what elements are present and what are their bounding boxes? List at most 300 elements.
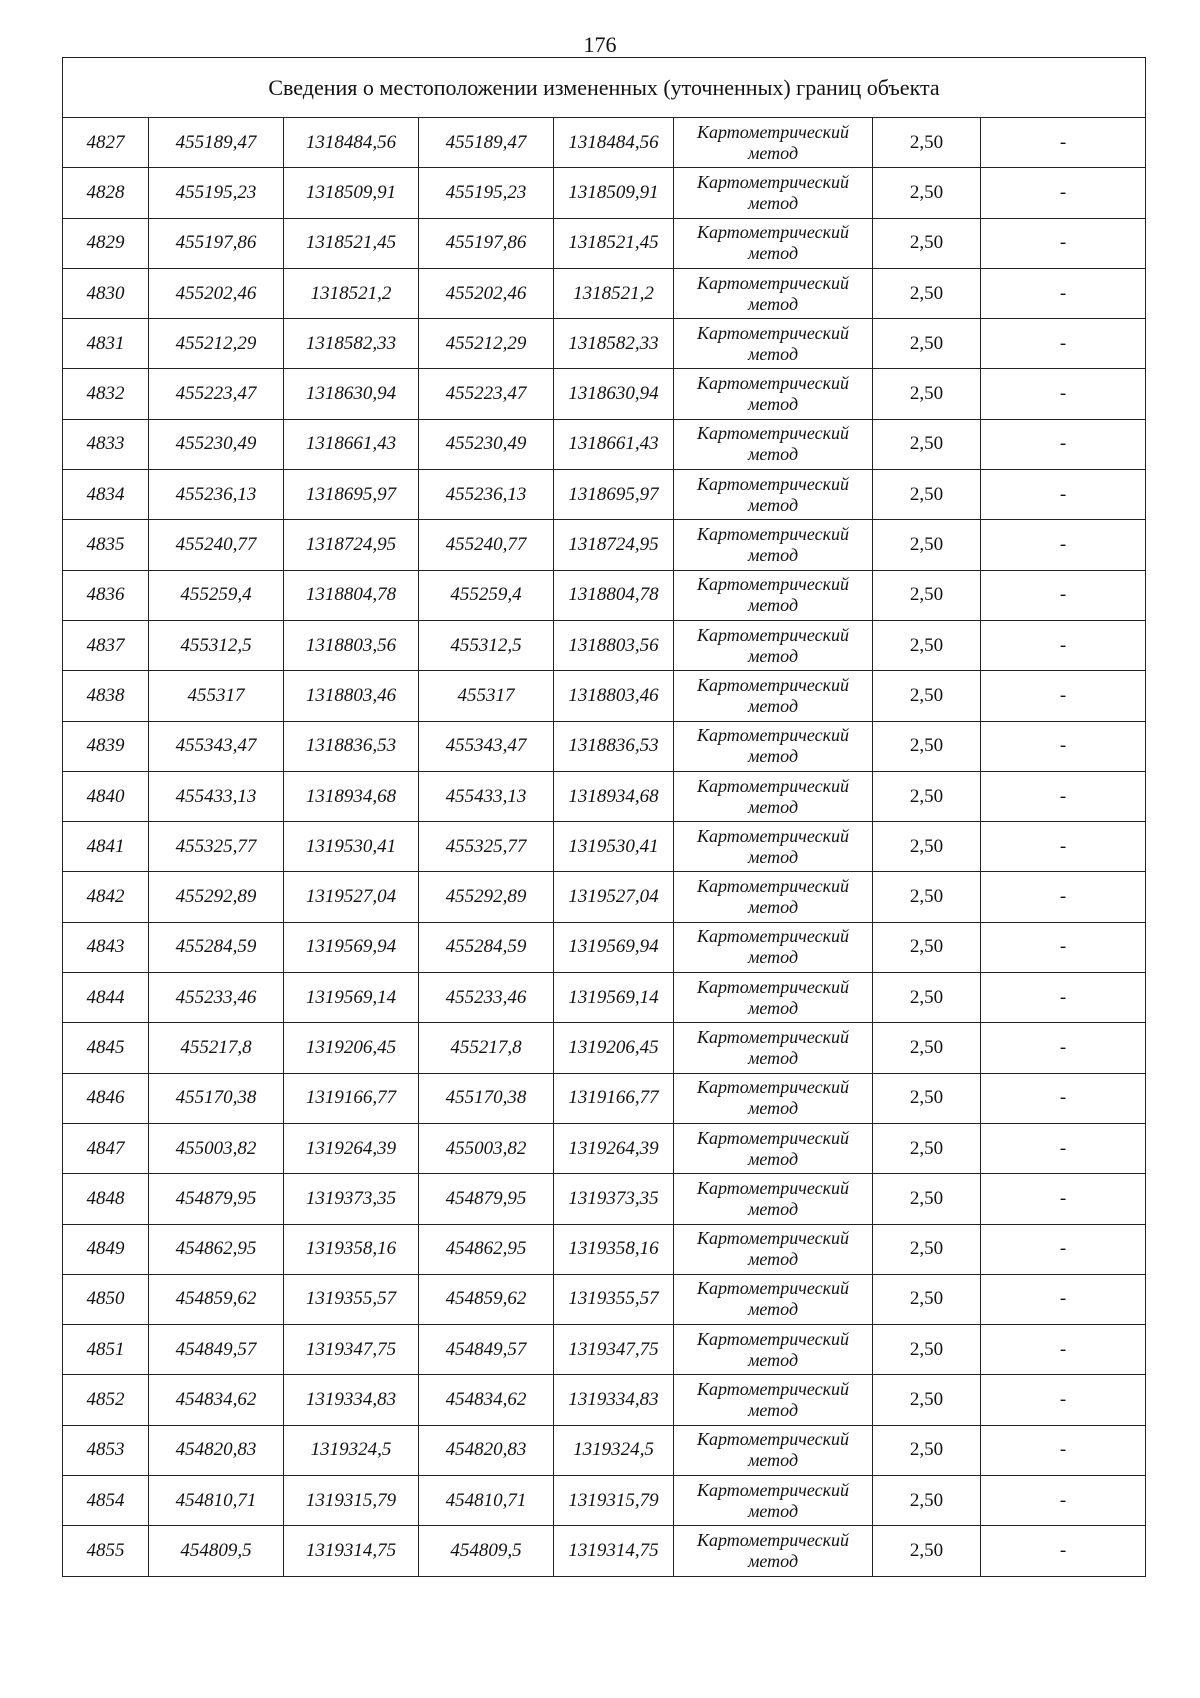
existing-y-cell: 1319264,39	[284, 1123, 419, 1173]
point-number-cell: 4831	[63, 319, 149, 369]
refined-x-cell: 455170,38	[419, 1073, 554, 1123]
existing-y-cell: 1319569,94	[284, 922, 419, 972]
method-text: метод	[747, 494, 799, 515]
method-text: Картометрический	[696, 1177, 849, 1198]
point-number-cell: 4850	[63, 1274, 149, 1324]
refined-y-cell: 1319527,04	[554, 872, 674, 922]
note-cell: -	[981, 118, 1146, 168]
existing-y-cell: 1318724,95	[284, 520, 419, 570]
existing-x-cell: 455223,47	[149, 369, 284, 419]
existing-y-cell: 1319530,41	[284, 822, 419, 872]
method-cell	[674, 771, 873, 821]
accuracy-cell: 2,50	[873, 1325, 981, 1375]
existing-y-cell: 1318630,94	[284, 369, 419, 419]
accuracy-cell: 2,50	[873, 268, 981, 318]
refined-x-cell: 455202,46	[419, 268, 554, 318]
method-text: метод	[747, 997, 799, 1018]
refined-y-cell: 1319315,79	[554, 1476, 674, 1526]
table-row	[63, 1023, 1146, 1073]
existing-y-cell: 1319206,45	[284, 1023, 419, 1073]
note-cell: -	[981, 1526, 1146, 1576]
point-number-cell: 4838	[63, 671, 149, 721]
method-cell	[674, 268, 873, 318]
note-cell: -	[981, 1274, 1146, 1324]
refined-y-cell: 1319347,75	[554, 1325, 674, 1375]
existing-x-cell: 454879,95	[149, 1174, 284, 1224]
existing-x-cell: 455212,29	[149, 319, 284, 369]
method-text: Картометрический	[696, 1429, 849, 1450]
refined-y-cell: 1319373,35	[554, 1174, 674, 1224]
accuracy-cell: 2,50	[873, 419, 981, 469]
refined-y-cell: 1318630,94	[554, 369, 674, 419]
table-row	[63, 1174, 1146, 1224]
page-number: 176	[583, 32, 617, 57]
method-text: метод	[747, 796, 799, 817]
method-text: метод	[747, 1349, 799, 1370]
existing-y-cell: 1319315,79	[284, 1476, 419, 1526]
refined-y-cell: 1318509,91	[554, 168, 674, 218]
method-cell	[674, 118, 873, 168]
method-text: метод	[747, 595, 799, 616]
existing-y-cell: 1318695,97	[284, 470, 419, 520]
method-text: Картометрический	[696, 1127, 849, 1148]
accuracy-cell: 2,50	[873, 1476, 981, 1526]
method-cell	[674, 1476, 873, 1526]
note-cell: -	[981, 771, 1146, 821]
accuracy-cell: 2,50	[873, 1073, 981, 1123]
refined-x-cell: 454820,83	[419, 1425, 554, 1475]
existing-y-cell: 1319355,57	[284, 1274, 419, 1324]
refined-y-cell: 1318934,68	[554, 771, 674, 821]
note-cell: -	[981, 218, 1146, 268]
table-row	[63, 369, 1146, 419]
method-text: Картометрический	[696, 322, 849, 343]
existing-x-cell: 454810,71	[149, 1476, 284, 1526]
existing-y-cell: 1318484,56	[284, 118, 419, 168]
method-text: Картометрический	[696, 373, 849, 394]
method-text: метод	[747, 343, 799, 364]
refined-y-cell: 1319569,94	[554, 922, 674, 972]
table-row	[63, 1325, 1146, 1375]
note-cell: -	[981, 470, 1146, 520]
existing-x-cell: 454862,95	[149, 1224, 284, 1274]
method-text: Картометрический	[696, 574, 849, 595]
refined-y-cell: 1318661,43	[554, 419, 674, 469]
refined-y-cell: 1319166,77	[554, 1073, 674, 1123]
refined-x-cell: 455223,47	[419, 369, 554, 419]
existing-x-cell: 454834,62	[149, 1375, 284, 1425]
table-row	[63, 218, 1146, 268]
point-number-cell: 4832	[63, 369, 149, 419]
refined-x-cell: 454810,71	[419, 1476, 554, 1526]
method-text: Картометрический	[696, 976, 849, 997]
note-cell: -	[981, 369, 1146, 419]
existing-y-cell: 1318521,45	[284, 218, 419, 268]
method-cell	[674, 1325, 873, 1375]
method-text: метод	[747, 545, 799, 566]
existing-y-cell: 1319373,35	[284, 1174, 419, 1224]
table-row	[63, 319, 1146, 369]
note-cell: -	[981, 822, 1146, 872]
existing-x-cell: 455325,77	[149, 822, 284, 872]
accuracy-cell: 2,50	[873, 973, 981, 1023]
existing-y-cell: 1318804,78	[284, 570, 419, 620]
accuracy-cell: 2,50	[873, 118, 981, 168]
existing-x-cell: 455317	[149, 671, 284, 721]
note-cell: -	[981, 1123, 1146, 1173]
table-row	[63, 118, 1146, 168]
existing-y-cell: 1319334,83	[284, 1375, 419, 1425]
table-row	[63, 771, 1146, 821]
existing-x-cell: 455343,47	[149, 721, 284, 771]
method-cell	[674, 168, 873, 218]
method-text: метод	[747, 947, 799, 968]
point-number-cell: 4854	[63, 1476, 149, 1526]
existing-x-cell: 455170,38	[149, 1073, 284, 1123]
method-text: метод	[747, 1450, 799, 1471]
point-number-cell: 4839	[63, 721, 149, 771]
note-cell: -	[981, 319, 1146, 369]
refined-y-cell: 1319206,45	[554, 1023, 674, 1073]
refined-x-cell: 455197,86	[419, 218, 554, 268]
table-row	[63, 168, 1146, 218]
note-cell: -	[981, 570, 1146, 620]
refined-x-cell: 455433,13	[419, 771, 554, 821]
method-text: Картометрический	[696, 1077, 849, 1098]
refined-y-cell: 1319334,83	[554, 1375, 674, 1425]
existing-x-cell: 455292,89	[149, 872, 284, 922]
refined-x-cell: 455212,29	[419, 319, 554, 369]
method-text: Картометрический	[696, 272, 849, 293]
method-text: метод	[747, 1047, 799, 1068]
method-cell	[674, 822, 873, 872]
accuracy-cell: 2,50	[873, 1224, 981, 1274]
method-text: метод	[747, 1550, 799, 1571]
note-cell: -	[981, 1224, 1146, 1274]
refined-x-cell: 455284,59	[419, 922, 554, 972]
table-row	[63, 872, 1146, 922]
method-cell	[674, 218, 873, 268]
existing-y-cell: 1318836,53	[284, 721, 419, 771]
method-cell	[674, 721, 873, 771]
point-number-cell: 4843	[63, 922, 149, 972]
refined-y-cell: 1318803,56	[554, 620, 674, 670]
point-number-cell: 4834	[63, 470, 149, 520]
refined-x-cell: 455230,49	[419, 419, 554, 469]
refined-y-cell: 1318836,53	[554, 721, 674, 771]
method-text: Картометрический	[696, 1278, 849, 1299]
method-cell	[674, 369, 873, 419]
point-number-cell: 4841	[63, 822, 149, 872]
existing-x-cell: 455312,5	[149, 620, 284, 670]
accuracy-cell: 2,50	[873, 922, 981, 972]
refined-x-cell: 454879,95	[419, 1174, 554, 1224]
method-text: Картометрический	[696, 926, 849, 947]
point-number-cell: 4852	[63, 1375, 149, 1425]
refined-x-cell: 454834,62	[419, 1375, 554, 1425]
point-number-cell: 4833	[63, 419, 149, 469]
method-cell	[674, 1174, 873, 1224]
method-text: Картометрический	[696, 725, 849, 746]
point-number-cell: 4829	[63, 218, 149, 268]
method-text: Картометрический	[696, 825, 849, 846]
method-text: метод	[747, 1299, 799, 1320]
refined-y-cell: 1318484,56	[554, 118, 674, 168]
note-cell: -	[981, 168, 1146, 218]
method-text: Картометрический	[696, 876, 849, 897]
refined-x-cell: 455312,5	[419, 620, 554, 670]
point-number-cell: 4851	[63, 1325, 149, 1375]
method-cell	[674, 973, 873, 1023]
method-text: метод	[747, 1400, 799, 1421]
point-number-cell: 4855	[63, 1526, 149, 1576]
refined-x-cell: 455325,77	[419, 822, 554, 872]
refined-x-cell: 454849,57	[419, 1325, 554, 1375]
method-text: Картометрический	[696, 1379, 849, 1400]
existing-x-cell: 455233,46	[149, 973, 284, 1023]
table-row	[63, 268, 1146, 318]
point-number-cell: 4830	[63, 268, 149, 318]
method-cell	[674, 1224, 873, 1274]
method-cell	[674, 319, 873, 369]
method-cell	[674, 1425, 873, 1475]
existing-y-cell: 1319527,04	[284, 872, 419, 922]
method-text: Картометрический	[696, 423, 849, 444]
refined-y-cell: 1318804,78	[554, 570, 674, 620]
point-number-cell: 4842	[63, 872, 149, 922]
existing-y-cell: 1318934,68	[284, 771, 419, 821]
point-number-cell: 4828	[63, 168, 149, 218]
refined-y-cell: 1319264,39	[554, 1123, 674, 1173]
accuracy-cell: 2,50	[873, 822, 981, 872]
refined-x-cell: 455189,47	[419, 118, 554, 168]
refined-x-cell: 454862,95	[419, 1224, 554, 1274]
existing-y-cell: 1318803,46	[284, 671, 419, 721]
table-row	[63, 1476, 1146, 1526]
existing-x-cell: 455003,82	[149, 1123, 284, 1173]
note-cell: -	[981, 1174, 1146, 1224]
accuracy-cell: 2,50	[873, 1375, 981, 1425]
accuracy-cell: 2,50	[873, 520, 981, 570]
method-cell	[674, 1375, 873, 1425]
refined-x-cell: 455233,46	[419, 973, 554, 1023]
method-cell	[674, 1274, 873, 1324]
existing-y-cell: 1318661,43	[284, 419, 419, 469]
refined-y-cell: 1319569,14	[554, 973, 674, 1023]
existing-y-cell: 1319358,16	[284, 1224, 419, 1274]
accuracy-cell: 2,50	[873, 1526, 981, 1576]
table-row	[63, 620, 1146, 670]
method-cell	[674, 1073, 873, 1123]
accuracy-cell: 2,50	[873, 218, 981, 268]
refined-y-cell: 1318521,2	[554, 268, 674, 318]
existing-x-cell: 455202,46	[149, 268, 284, 318]
point-number-cell: 4836	[63, 570, 149, 620]
note-cell: -	[981, 1476, 1146, 1526]
accuracy-cell: 2,50	[873, 771, 981, 821]
table-row	[63, 1274, 1146, 1324]
existing-y-cell: 1318582,33	[284, 319, 419, 369]
refined-x-cell: 454809,5	[419, 1526, 554, 1576]
existing-x-cell: 455189,47	[149, 118, 284, 168]
point-number-cell: 4844	[63, 973, 149, 1023]
existing-x-cell: 455195,23	[149, 168, 284, 218]
method-text: Картометрический	[696, 1529, 849, 1550]
table-row	[63, 721, 1146, 771]
existing-x-cell: 455259,4	[149, 570, 284, 620]
refined-y-cell: 1319355,57	[554, 1274, 674, 1324]
method-cell	[674, 520, 873, 570]
boundary-coordinates-table	[62, 57, 1146, 1577]
refined-x-cell: 455003,82	[419, 1123, 554, 1173]
method-text: Картометрический	[696, 1228, 849, 1249]
method-text: метод	[747, 897, 799, 918]
refined-x-cell: 455292,89	[419, 872, 554, 922]
note-cell: -	[981, 1375, 1146, 1425]
table-row	[63, 1073, 1146, 1123]
existing-x-cell: 455230,49	[149, 419, 284, 469]
note-cell: -	[981, 419, 1146, 469]
point-number-cell: 4840	[63, 771, 149, 821]
method-cell	[674, 470, 873, 520]
refined-y-cell: 1319530,41	[554, 822, 674, 872]
point-number-cell: 4835	[63, 520, 149, 570]
table-body	[63, 118, 1146, 1577]
existing-y-cell: 1319166,77	[284, 1073, 419, 1123]
method-text: метод	[747, 1148, 799, 1169]
existing-x-cell: 455240,77	[149, 520, 284, 570]
existing-x-cell: 454820,83	[149, 1425, 284, 1475]
method-text: Картометрический	[696, 1026, 849, 1047]
method-text: метод	[747, 1500, 799, 1521]
method-cell	[674, 1023, 873, 1073]
method-text: Картометрический	[696, 674, 849, 695]
refined-x-cell: 455195,23	[419, 168, 554, 218]
existing-x-cell: 455217,8	[149, 1023, 284, 1073]
note-cell: -	[981, 1325, 1146, 1375]
method-text: метод	[747, 293, 799, 314]
accuracy-cell: 2,50	[873, 168, 981, 218]
method-cell	[674, 872, 873, 922]
refined-y-cell: 1318695,97	[554, 470, 674, 520]
note-cell: -	[981, 721, 1146, 771]
existing-y-cell: 1319324,5	[284, 1425, 419, 1475]
method-cell	[674, 620, 873, 670]
method-cell	[674, 419, 873, 469]
refined-x-cell: 455317	[419, 671, 554, 721]
point-number-cell: 4837	[63, 620, 149, 670]
method-text: метод	[747, 142, 799, 163]
existing-y-cell: 1319314,75	[284, 1526, 419, 1576]
table-row	[63, 822, 1146, 872]
table-row	[63, 520, 1146, 570]
existing-y-cell: 1318509,91	[284, 168, 419, 218]
accuracy-cell: 2,50	[873, 1023, 981, 1073]
note-cell: -	[981, 1425, 1146, 1475]
existing-y-cell: 1318521,2	[284, 268, 419, 318]
existing-x-cell: 455197,86	[149, 218, 284, 268]
note-cell: -	[981, 671, 1146, 721]
existing-y-cell: 1319347,75	[284, 1325, 419, 1375]
table-row	[63, 419, 1146, 469]
table-row	[63, 973, 1146, 1023]
point-number-cell: 4845	[63, 1023, 149, 1073]
method-cell	[674, 1526, 873, 1576]
point-number-cell: 4827	[63, 118, 149, 168]
table-row	[63, 1375, 1146, 1425]
refined-x-cell: 455343,47	[419, 721, 554, 771]
note-cell: -	[981, 973, 1146, 1023]
point-number-cell: 4853	[63, 1425, 149, 1475]
accuracy-cell: 2,50	[873, 570, 981, 620]
accuracy-cell: 2,50	[873, 470, 981, 520]
existing-x-cell: 455433,13	[149, 771, 284, 821]
refined-x-cell: 455217,8	[419, 1023, 554, 1073]
table-row	[63, 470, 1146, 520]
table-row	[63, 570, 1146, 620]
method-text: Картометрический	[696, 775, 849, 796]
method-text: Картометрический	[696, 524, 849, 545]
note-cell: -	[981, 922, 1146, 972]
refined-y-cell: 1318521,45	[554, 218, 674, 268]
method-text: метод	[747, 192, 799, 213]
method-cell	[674, 671, 873, 721]
table-row	[63, 1224, 1146, 1274]
point-number-cell: 4846	[63, 1073, 149, 1123]
method-text: метод	[747, 243, 799, 264]
accuracy-cell: 2,50	[873, 620, 981, 670]
method-text: метод	[747, 1198, 799, 1219]
method-cell	[674, 922, 873, 972]
refined-x-cell: 455259,4	[419, 570, 554, 620]
table-row	[63, 1123, 1146, 1173]
point-number-cell: 4849	[63, 1224, 149, 1274]
accuracy-cell: 2,50	[873, 1174, 981, 1224]
method-cell	[674, 570, 873, 620]
existing-x-cell: 454859,62	[149, 1274, 284, 1324]
table-row	[63, 671, 1146, 721]
refined-x-cell: 454859,62	[419, 1274, 554, 1324]
existing-x-cell: 455284,59	[149, 922, 284, 972]
accuracy-cell: 2,50	[873, 721, 981, 771]
method-text: метод	[747, 746, 799, 767]
table-row	[63, 922, 1146, 972]
existing-x-cell: 454809,5	[149, 1526, 284, 1576]
table-title: Сведения о местоположении измененных (уточненных) границ объекта	[63, 58, 1146, 118]
method-text: Картометрический	[696, 473, 849, 494]
method-text: Картометрический	[696, 121, 849, 142]
existing-y-cell: 1318803,56	[284, 620, 419, 670]
existing-x-cell: 454849,57	[149, 1325, 284, 1375]
note-cell: -	[981, 620, 1146, 670]
method-text: Картометрический	[696, 624, 849, 645]
refined-y-cell: 1318724,95	[554, 520, 674, 570]
method-text: метод	[747, 394, 799, 415]
method-text: метод	[747, 1249, 799, 1270]
table-row	[63, 1526, 1146, 1576]
accuracy-cell: 2,50	[873, 1123, 981, 1173]
method-text: метод	[747, 695, 799, 716]
table-row	[63, 1425, 1146, 1475]
note-cell: -	[981, 1073, 1146, 1123]
method-text: метод	[747, 444, 799, 465]
refined-y-cell: 1318582,33	[554, 319, 674, 369]
method-text: метод	[747, 846, 799, 867]
refined-x-cell: 455240,77	[419, 520, 554, 570]
accuracy-cell: 2,50	[873, 1274, 981, 1324]
note-cell: -	[981, 268, 1146, 318]
point-number-cell: 4847	[63, 1123, 149, 1173]
